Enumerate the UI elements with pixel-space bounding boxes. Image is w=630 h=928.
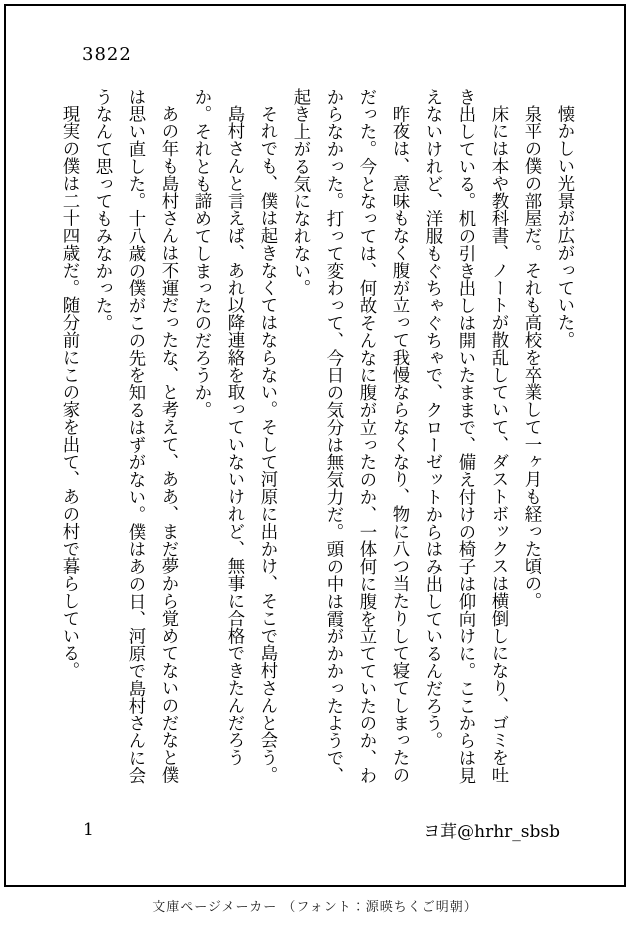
paragraph-5: それでも、僕は起きなくてはならない。そして河原に出かけ、そこで島村さんと会う。 — [257, 105, 277, 784]
author-credit: ヨ茸@hrhr_sbsb — [423, 822, 560, 842]
body-text — [52, 88, 580, 785]
paragraph-7: あの年も島村さんは不運だったな、と考えて、ああ、まだ夢から覚めてないのだなと僕は思い直した。十八歳の僕がこの先を知るはずがない。僕はあの日、河原で島村さんに会うなんて思ってもみなかった。 — [92, 88, 178, 784]
char-count: 3822 — [82, 44, 132, 65]
page-frame — [4, 4, 626, 887]
paragraph-4: 昨夜は、意味もなく腹が立って我慢ならなくなり、物に八つ当たりして寝てしまったのだった。今となっては、何故そんなに腹が立ったのか、一体何に腹を立てていたのか、わからなかった。打って変わって、今日の気分は無気力だ。頭の中は霞がかかったようで、起き上がる気になれない。 — [290, 88, 409, 784]
paragraph-2: 泉平の僕の部屋だ。それも高校を卒業して一ヶ月も経った頃の。 — [521, 105, 541, 610]
paragraph-8: 現実の僕は二十四歳だ。随分前にこの家を出て、あの村で暮らしている。 — [59, 105, 79, 680]
paragraph-1: 懐かしい光景が広がっていた。 — [554, 105, 574, 349]
page-number: 1 — [83, 820, 94, 840]
footer-caption: 文庫ページメーカー （フォント：源暎ちくご明朝） — [152, 900, 478, 915]
paragraph-6: 島村さんと言えば、あれ以降連絡を取っていないけれど、無事に合格できたんだろうか。それとも諦めてしまったのだろうか。 — [191, 88, 244, 767]
paragraph-3: 床には本や教科書、ノートが散乱していて、ダストボックスは横倒しになり、ゴミを吐き出している。机の引き出しは開いたままで、備え付けの椅子は仰向けに。ここからは見えないけれど、洋服もぐちゃぐちゃで、クローゼットからはみ出しているんだろう。 — [422, 88, 508, 784]
